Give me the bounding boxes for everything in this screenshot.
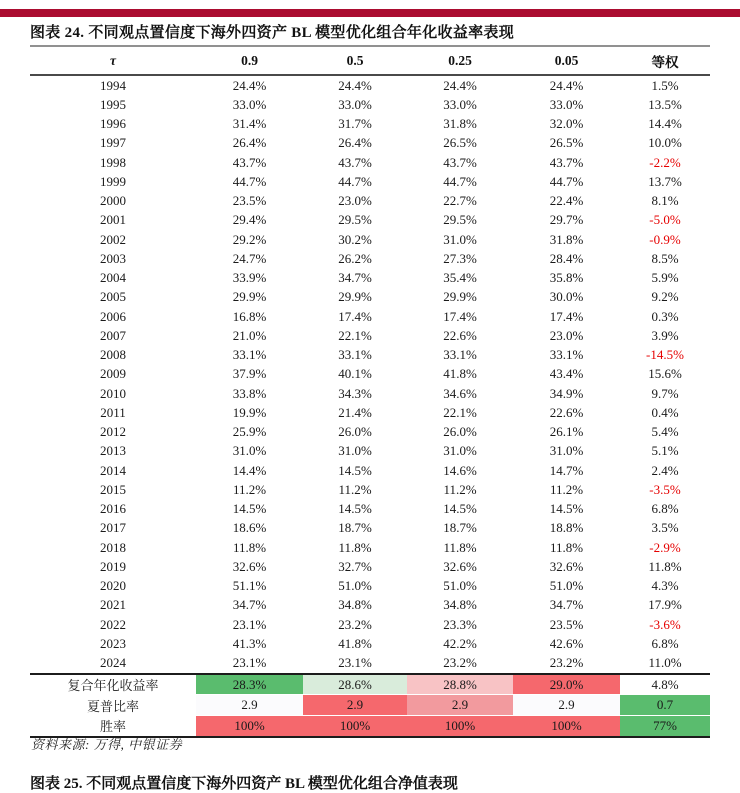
value-cell: 14.5% — [443, 501, 477, 517]
value-cell: 22.1% — [338, 327, 372, 343]
value-cell: 6.8% — [651, 635, 679, 651]
summary-label: 复合年化收益率 — [30, 674, 196, 695]
year-cell: 2006 — [100, 308, 126, 324]
value-cell: 13.7% — [648, 173, 682, 189]
value-cell: 34.7% — [549, 597, 584, 613]
value-cell: 16.8% — [232, 308, 267, 324]
value-cell: 11.0% — [648, 655, 682, 671]
summary-value-cell: 100% — [407, 716, 513, 737]
table-row — [30, 557, 710, 576]
value-cell: 26.4% — [232, 135, 267, 151]
value-cell: 14.5% — [232, 501, 267, 517]
value-cell: 11.8% — [338, 539, 372, 555]
value-cell: 1.5% — [651, 77, 679, 93]
value-cell: 23.5% — [549, 616, 584, 632]
value-cell: 32.6% — [232, 558, 267, 574]
table-row — [30, 480, 710, 499]
value-cell: 31.8% — [443, 116, 477, 132]
value-cell: 26.5% — [549, 135, 584, 151]
year-cell: 2002 — [100, 231, 126, 247]
value-cell: 28.4% — [549, 250, 584, 266]
table-row — [30, 654, 710, 674]
year-cell: 2005 — [100, 289, 126, 305]
summary-value-cell: 100% — [513, 716, 620, 737]
value-cell: 43.7% — [443, 154, 477, 170]
value-cell: 23.0% — [338, 193, 372, 209]
value-cell: 31.4% — [232, 116, 267, 132]
value-cell: 0.4% — [651, 404, 679, 420]
year-cell: 2001 — [100, 212, 126, 228]
value-cell: 23.2% — [338, 616, 372, 632]
value-cell: 34.8% — [443, 597, 477, 613]
table-row — [30, 230, 710, 249]
value-cell: 40.1% — [338, 366, 372, 382]
value-cell: 29.4% — [232, 212, 267, 228]
year-cell: 2012 — [100, 424, 126, 440]
table-row — [30, 538, 710, 557]
table-row — [30, 384, 710, 403]
year-cell: 2010 — [100, 385, 126, 401]
value-cell: 33.0% — [443, 96, 477, 112]
year-cell: 1996 — [100, 116, 126, 132]
value-cell: 35.4% — [443, 270, 477, 286]
value-cell: 25.9% — [232, 424, 267, 440]
value-cell: 4.3% — [651, 578, 679, 594]
value-cell: 33.0% — [232, 96, 267, 112]
value-cell: 29.9% — [232, 289, 267, 305]
value-cell: 44.7% — [338, 173, 372, 189]
value-cell: 23.5% — [232, 193, 267, 209]
value-cell: 22.4% — [549, 193, 584, 209]
value-cell: 43.4% — [549, 366, 584, 382]
value-cell: 31.0% — [549, 443, 584, 459]
table-row — [30, 153, 710, 172]
value-cell: 43.7% — [338, 154, 372, 170]
value-cell: 11.8% — [549, 539, 584, 555]
summary-value-cell: 28.8% — [407, 674, 513, 695]
value-cell: 2.4% — [651, 462, 679, 478]
year-cell: 2014 — [100, 462, 126, 478]
value-cell: 17.9% — [648, 597, 682, 613]
year-cell: 2016 — [100, 501, 126, 517]
value-cell: 24.4% — [338, 77, 372, 93]
table-row — [30, 249, 710, 268]
value-cell: 23.1% — [232, 655, 267, 671]
table-row — [30, 423, 710, 442]
value-cell: 31.7% — [338, 116, 372, 132]
year-cell: 1997 — [100, 135, 126, 151]
year-cell: 2008 — [100, 347, 126, 363]
column-header: 等权 — [620, 46, 710, 75]
table-row — [30, 500, 710, 519]
chart-25-title: 图表 25. 不同观点置信度下海外四资产 BL 模型优化组合净值表现 — [30, 776, 458, 792]
value-cell: -3.6% — [649, 616, 681, 632]
value-cell: 13.5% — [648, 96, 682, 112]
value-cell: 27.3% — [443, 250, 477, 266]
value-cell: 32.0% — [549, 116, 584, 132]
summary-value-cell: 100% — [196, 716, 303, 737]
summary-label: 夏普比率 — [30, 695, 196, 716]
table-row — [30, 519, 710, 538]
value-cell: 26.1% — [549, 424, 584, 440]
value-cell: 29.5% — [338, 212, 372, 228]
value-cell: 44.7% — [232, 173, 267, 189]
year-cell: 2000 — [100, 193, 126, 209]
value-cell: 8.5% — [651, 250, 679, 266]
value-cell: 33.1% — [443, 347, 477, 363]
value-cell: 42.6% — [549, 635, 584, 651]
table-row — [30, 365, 710, 384]
value-cell: 34.7% — [338, 270, 372, 286]
value-cell: 29.9% — [443, 289, 477, 305]
value-cell: 44.7% — [443, 173, 477, 189]
value-cell: 30.0% — [549, 289, 584, 305]
value-cell: 31.0% — [443, 231, 477, 247]
year-cell: 2015 — [100, 481, 126, 497]
value-cell: 23.1% — [232, 616, 267, 632]
value-cell: 18.7% — [443, 520, 477, 536]
table-row — [30, 442, 710, 461]
column-header: 0.25 — [407, 46, 513, 75]
value-cell: 5.4% — [651, 424, 679, 440]
value-cell: 34.7% — [232, 597, 267, 613]
value-cell: 14.5% — [338, 462, 372, 478]
value-cell: 24.4% — [549, 77, 584, 93]
value-cell: 41.8% — [338, 635, 372, 651]
value-cell: 14.6% — [443, 462, 477, 478]
year-cell: 2004 — [100, 270, 126, 286]
value-cell: -2.9% — [649, 539, 681, 555]
value-cell: 29.9% — [338, 289, 372, 305]
value-cell: 5.9% — [651, 270, 679, 286]
value-cell: 33.0% — [549, 96, 584, 112]
year-cell: 2020 — [100, 578, 126, 594]
column-header: τ — [30, 46, 196, 75]
value-cell: 31.8% — [549, 231, 584, 247]
value-cell: 11.2% — [443, 481, 477, 497]
year-cell: 1999 — [100, 173, 126, 189]
summary-value-cell: 2.9 — [196, 695, 303, 716]
value-cell: 42.2% — [443, 635, 477, 651]
summary-value-cell: 77% — [620, 716, 710, 737]
value-cell: 34.6% — [443, 385, 477, 401]
summary-value-cell: 2.9 — [303, 695, 407, 716]
value-cell: -3.5% — [649, 481, 681, 497]
value-cell: 34.3% — [338, 385, 372, 401]
table-row — [30, 288, 710, 307]
value-cell: 26.2% — [338, 250, 372, 266]
value-cell: 26.0% — [443, 424, 477, 440]
value-cell: 18.8% — [549, 520, 584, 536]
table-row — [30, 269, 710, 288]
value-cell: 34.8% — [338, 597, 372, 613]
value-cell: 14.5% — [338, 501, 372, 517]
year-cell: 2023 — [100, 635, 126, 651]
table-row — [30, 577, 710, 596]
table-row — [30, 596, 710, 615]
summary-value-cell: 28.3% — [196, 674, 303, 695]
summary-value-cell: 28.6% — [303, 674, 407, 695]
value-cell: 23.3% — [443, 616, 477, 632]
value-cell: 14.7% — [549, 462, 584, 478]
value-cell: 41.3% — [232, 635, 267, 651]
year-cell: 2009 — [100, 366, 126, 382]
summary-value-cell: 2.9 — [513, 695, 620, 716]
year-cell: 2007 — [100, 327, 126, 343]
year-cell: 2018 — [100, 539, 126, 555]
table-row — [30, 461, 710, 480]
header-row — [30, 46, 710, 75]
summary-value-cell: 29.0% — [513, 674, 620, 695]
value-cell: 24.4% — [232, 77, 267, 93]
year-cell: 2017 — [100, 520, 126, 536]
value-cell: 11.8% — [648, 558, 682, 574]
value-cell: 33.1% — [338, 347, 372, 363]
table-body — [30, 75, 710, 674]
value-cell: 35.8% — [549, 270, 584, 286]
value-cell: 33.0% — [338, 96, 372, 112]
table-row — [30, 192, 710, 211]
value-cell: 5.1% — [651, 443, 679, 459]
year-cell: 2011 — [100, 404, 126, 420]
value-cell: 26.0% — [338, 424, 372, 440]
value-cell: 33.9% — [232, 270, 267, 286]
value-cell: 11.2% — [232, 481, 267, 497]
value-cell: 11.2% — [338, 481, 372, 497]
value-cell: 32.6% — [443, 558, 477, 574]
top-accent-bar — [0, 9, 740, 17]
column-header: 0.9 — [196, 46, 303, 75]
value-cell: 23.1% — [338, 655, 372, 671]
value-cell: 18.6% — [232, 520, 267, 536]
value-cell: 11.8% — [443, 539, 477, 555]
summary-value-cell: 2.9 — [407, 695, 513, 716]
year-cell: 2003 — [100, 250, 126, 266]
value-cell: 17.4% — [338, 308, 372, 324]
value-cell: 29.5% — [443, 212, 477, 228]
value-cell: 34.9% — [549, 385, 584, 401]
summary-value-cell: 100% — [303, 716, 407, 737]
value-cell: 33.8% — [232, 385, 267, 401]
value-cell: 11.2% — [549, 481, 584, 497]
value-cell: 51.0% — [443, 578, 477, 594]
column-header: 0.5 — [303, 46, 407, 75]
year-cell: 2021 — [100, 597, 126, 613]
year-cell: 2013 — [100, 443, 126, 459]
table-row — [30, 75, 710, 95]
value-cell: 0.3% — [651, 308, 679, 324]
value-cell: 33.1% — [549, 347, 584, 363]
value-cell: 31.0% — [232, 443, 267, 459]
summary-value-cell: 4.8% — [620, 674, 710, 695]
value-cell: 23.0% — [549, 327, 584, 343]
table-row — [30, 172, 710, 191]
value-cell: 10.0% — [648, 135, 682, 151]
value-cell: -14.5% — [646, 347, 684, 363]
value-cell: 44.7% — [549, 173, 584, 189]
table-row — [30, 346, 710, 365]
value-cell: 17.4% — [443, 308, 477, 324]
table-row — [30, 115, 710, 134]
value-cell: 3.9% — [651, 327, 679, 343]
table-row — [30, 95, 710, 114]
year-cell: 2019 — [100, 558, 126, 574]
year-cell: 2024 — [100, 655, 126, 671]
summary-value-cell: 0.7 — [620, 695, 710, 716]
value-cell: 41.8% — [443, 366, 477, 382]
value-cell: 14.5% — [549, 501, 584, 517]
value-cell: 37.9% — [232, 366, 267, 382]
value-cell: 51.1% — [232, 578, 267, 594]
source-note: 资料来源: 万得, 中银证券 — [31, 737, 183, 752]
value-cell: 43.7% — [232, 154, 267, 170]
value-cell: 14.4% — [648, 116, 682, 132]
table-header — [30, 46, 710, 75]
value-cell: 30.2% — [338, 231, 372, 247]
value-cell: 32.7% — [338, 558, 372, 574]
table-row — [30, 615, 710, 634]
value-cell: 11.8% — [232, 539, 267, 555]
value-cell: 29.2% — [232, 231, 267, 247]
table-row — [30, 211, 710, 230]
value-cell: 51.0% — [549, 578, 584, 594]
value-cell: 21.4% — [338, 404, 372, 420]
value-cell: 22.7% — [443, 193, 477, 209]
value-cell: 21.0% — [232, 327, 267, 343]
summary-label: 胜率 — [30, 716, 196, 737]
table-row — [30, 307, 710, 326]
value-cell: 23.2% — [549, 655, 584, 671]
value-cell: 19.9% — [232, 404, 267, 420]
value-cell: 43.7% — [549, 154, 584, 170]
value-cell: 24.4% — [443, 77, 477, 93]
table-row — [30, 634, 710, 653]
value-cell: 3.5% — [651, 520, 679, 536]
value-cell: 6.8% — [651, 501, 679, 517]
summary-body — [30, 674, 710, 737]
value-cell: 9.2% — [651, 289, 679, 305]
value-cell: 22.6% — [549, 404, 584, 420]
returns-table — [30, 45, 710, 738]
value-cell: 31.0% — [443, 443, 477, 459]
value-cell: 33.1% — [232, 347, 267, 363]
year-cell: 1995 — [100, 96, 126, 112]
value-cell: 32.6% — [549, 558, 584, 574]
value-cell: 26.4% — [338, 135, 372, 151]
value-cell: 18.7% — [338, 520, 372, 536]
value-cell: 23.2% — [443, 655, 477, 671]
column-header: 0.05 — [513, 46, 620, 75]
value-cell: -5.0% — [649, 212, 681, 228]
year-cell: 2022 — [100, 616, 126, 632]
value-cell: 22.1% — [443, 404, 477, 420]
summary-row — [30, 674, 710, 695]
year-cell: 1998 — [100, 154, 126, 170]
value-cell: 24.7% — [232, 250, 267, 266]
value-cell: 22.6% — [443, 327, 477, 343]
value-cell: 31.0% — [338, 443, 372, 459]
value-cell: -2.2% — [649, 154, 681, 170]
table-row — [30, 326, 710, 345]
table-row — [30, 134, 710, 153]
year-cell: 1994 — [100, 77, 126, 93]
value-cell: 8.1% — [651, 193, 679, 209]
value-cell: 51.0% — [338, 578, 372, 594]
value-cell: -0.9% — [649, 231, 681, 247]
value-cell: 29.7% — [549, 212, 584, 228]
value-cell: 17.4% — [549, 308, 584, 324]
chart-24-title: 图表 24. 不同观点置信度下海外四资产 BL 模型优化组合年化收益率表现 — [30, 25, 515, 41]
value-cell: 14.4% — [232, 462, 267, 478]
value-cell: 15.6% — [648, 366, 682, 382]
summary-row — [30, 695, 710, 716]
value-cell: 9.7% — [651, 385, 679, 401]
value-cell: 26.5% — [443, 135, 477, 151]
table-row — [30, 403, 710, 422]
